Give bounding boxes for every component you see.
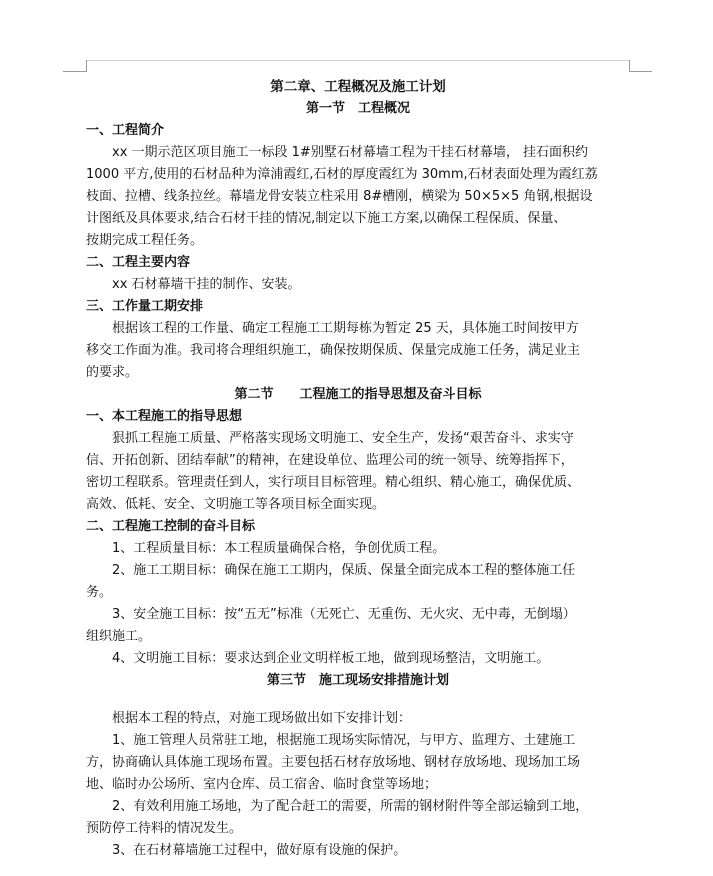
crop-mark-top-left bbox=[86, 60, 87, 72]
paragraph-line: 高效、低耗、安全、文明施工等各项目标全面实现。 bbox=[86, 497, 386, 512]
paragraph-line: 根据本工程的特点，对施工现场做出如下安排计划： bbox=[112, 711, 412, 726]
heading-schedule: 三、工作量工期安排 bbox=[86, 299, 204, 314]
paragraph-line: 密切工程联系。管理责任到人，实行项目目标管理。精心组织、精心施工，确保优质、 bbox=[86, 475, 581, 490]
crop-mark-top-right bbox=[630, 71, 652, 72]
plan-item-2: 2、有效利用施工场地，为了配合赶工的需要，所需的钢材附件等全部运输到工地， bbox=[112, 799, 589, 814]
paragraph-line: xx 石材幕墙干挂的制作、安装。 bbox=[112, 277, 301, 292]
goal-schedule-cont: 务。 bbox=[86, 585, 113, 600]
paragraph-line: 移交工作面为准。我司将合理组织施工，确保按期保质、保量完成施工任务，满足业主 bbox=[86, 343, 581, 358]
goal-safety: 3、安全施工目标：按“五无”标准（无死亡、无重伤、无火灾、无中毒，无倒塌） bbox=[112, 607, 576, 622]
paragraph-line: 的要求。 bbox=[86, 365, 139, 380]
paragraph-line: 按期完成工程任务。 bbox=[86, 233, 204, 248]
plan-item-1-cont: 地、临时办公场所、室内仓库、员工宿舍、临时食堂等场地； bbox=[86, 777, 438, 792]
heading-guiding-thought: 一、本工程施工的指导思想 bbox=[86, 409, 243, 424]
blank-line bbox=[86, 692, 630, 708]
paragraph-line: 狠抓工程施工质量、严格落实现场文明施工、安全生产，发扬“艰苦奋斗、求实守 bbox=[112, 431, 574, 446]
document-body bbox=[86, 76, 630, 862]
crop-mark-top-right bbox=[629, 60, 630, 72]
heading-goals: 二、工程施工控制的奋斗目标 bbox=[86, 519, 256, 534]
paragraph-line: 根据该工程的工作量、确定工程施工工期每栋为暂定 25 天，具体施工时间按甲方 bbox=[112, 321, 579, 336]
goal-schedule: 2、施工工期目标：确保在施工工期内，保质、保量全面完成本工程的整体施工任 bbox=[112, 563, 576, 578]
crop-mark-top-left bbox=[63, 71, 86, 72]
section-3-title: 第三节 施工现场安排措施计划 bbox=[266, 673, 449, 688]
paragraph-line: xx 一期示范区项目施工一标段 1#别墅石材幕墙工程为干挂石材幕墙， 挂石面积约 bbox=[112, 145, 588, 160]
paragraph-line: 枝面、拉槽、线条拉丝。幕墙龙骨安装立柱采用 8#槽刚，横梁为 50×5×5 角钢,根据设 bbox=[86, 189, 593, 204]
section-1-title: 第一节 工程概况 bbox=[305, 101, 410, 116]
goal-safety-cont: 组织施工。 bbox=[86, 629, 152, 644]
chapter-title: 第二章、工程概况及施工计划 bbox=[270, 79, 446, 95]
paragraph-line: 计图纸及具体要求,结合石材干挂的情况,制定以下施工方案,以确保工程保质、保量、 bbox=[86, 211, 567, 226]
page-top-border bbox=[86, 60, 630, 61]
plan-item-1-cont: 方，协商确认具体施工现场布置。主要包括石材存放场地、钢材存放场地、现场加工场 bbox=[86, 755, 581, 770]
heading-project-intro: 一、工程简介 bbox=[86, 123, 165, 138]
heading-main-content: 二、工程主要内容 bbox=[86, 255, 191, 270]
plan-item-3: 3、在石材幕墙施工过程中，做好原有设施的保护。 bbox=[112, 843, 407, 858]
goal-quality: 1、工程质量目标：本工程质量确保合格，争创优质工程。 bbox=[112, 541, 446, 556]
plan-item-1: 1、施工管理人员常驻工地，根据施工现场实际情况，与甲方、监理方、土建施工 bbox=[112, 733, 576, 748]
paragraph-line: 信、开拓创新、团结奉献”的精神，在建设单位、监理公司的统一领导、统筹指挥下， bbox=[86, 453, 574, 468]
paragraph-line: 1000 平方,使用的石材品种为漳浦霞红,石材的厚度霞红为 30mm,石材表面处理为霞红荔 bbox=[86, 167, 598, 182]
section-2-title: 第二节 工程施工的指导思想及奋斗目标 bbox=[234, 387, 482, 402]
goal-civilized: 4、文明施工目标：要求达到企业文明样板工地，做到现场整洁，文明施工。 bbox=[112, 651, 550, 666]
plan-item-2-cont: 预防停工待料的情况发生。 bbox=[86, 821, 243, 836]
